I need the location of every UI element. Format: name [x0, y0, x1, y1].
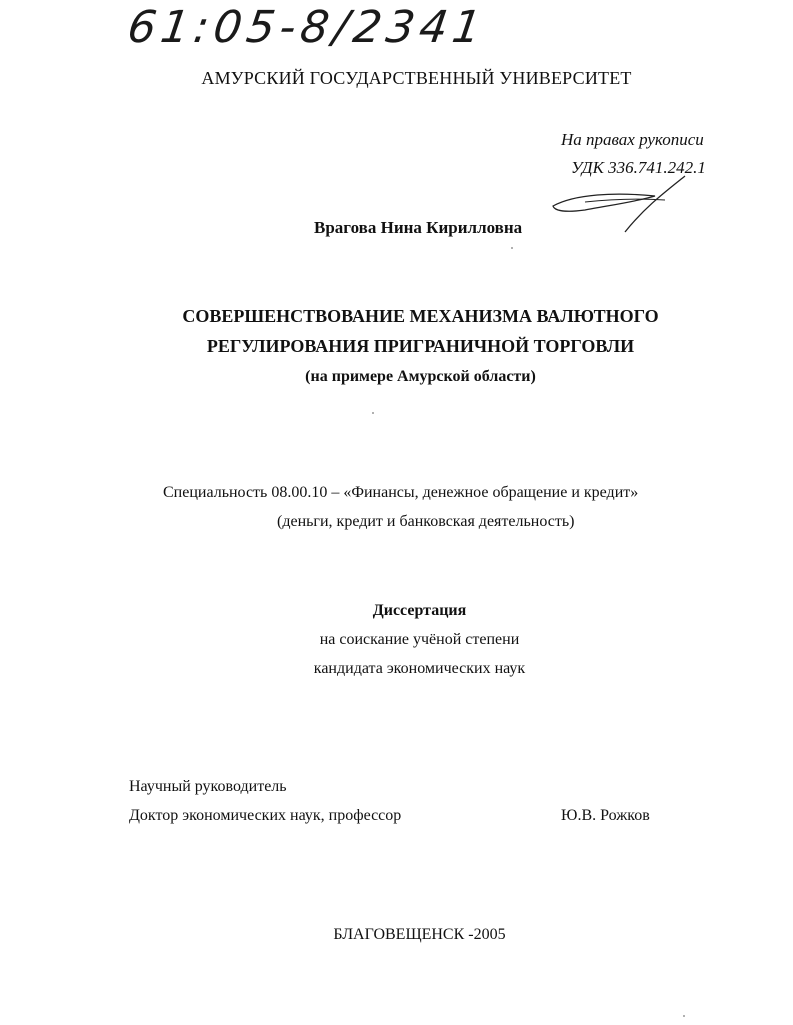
- supervisor-label: Научный руководитель: [129, 778, 287, 795]
- thesis-title-line-1: СОВЕРШЕНСТВОВАНИЕ МЕХАНИЗМА ВАЛЮТНОГО: [182, 306, 659, 326]
- specialty-line-1: Специальность 08.00.10 – «Финансы, денежное обращение и кредит»: [163, 484, 639, 501]
- city-and-year: БЛАГОВЕЩЕНСК -2005: [333, 926, 506, 943]
- scan-speck: [511, 247, 513, 249]
- dissertation-heading: Диссертация: [372, 602, 467, 619]
- supervisor-name: Ю.В. Рожков: [561, 807, 650, 824]
- thesis-subtitle: (на примере Амурской области): [305, 368, 536, 385]
- signature-mark: [545, 172, 695, 242]
- university-name: АМУРСКИЙ ГОСУДАРСТВЕННЫЙ УНИВЕРСИТЕТ: [201, 68, 632, 88]
- udk-code: УДК 336.741.242.1: [571, 158, 706, 177]
- scan-speck: [372, 412, 374, 414]
- manuscript-rights-note: На правах рукописи: [561, 130, 704, 149]
- dissertation-degree-line-1: на соискание учёной степени: [319, 631, 520, 648]
- dissertation-degree-line-2: кандидата экономических наук: [313, 660, 526, 677]
- specialty-line-2: (деньги, кредит и банковская деятельность): [277, 513, 575, 530]
- scan-speck: [683, 1015, 685, 1017]
- author-name: Врагова Нина Кирилловна: [314, 218, 523, 237]
- supervisor-degree: Доктор экономических наук, профессор: [129, 807, 402, 824]
- handwritten-archive-code: 61:05-8/2341: [124, 2, 490, 53]
- thesis-title-line-2: РЕГУЛИРОВАНИЯ ПРИГРАНИЧНОЙ ТОРГОВЛИ: [206, 336, 635, 356]
